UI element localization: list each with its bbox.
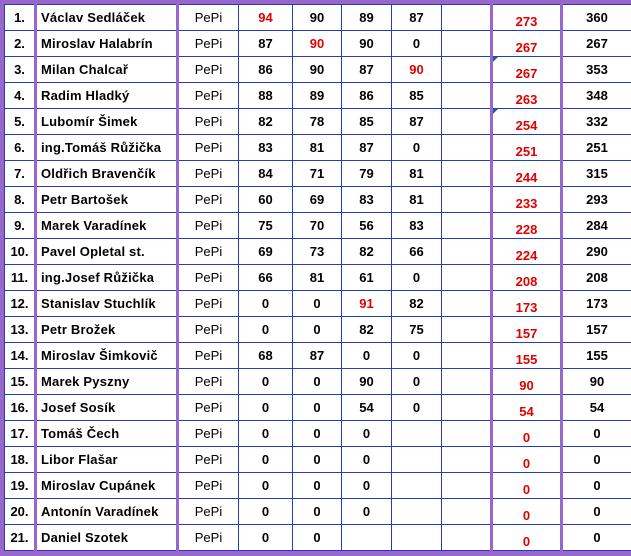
player-name: Petr Brožek — [36, 317, 178, 343]
score-round-4: 87 — [392, 109, 442, 135]
best-three-total: 90 — [492, 369, 562, 395]
player-name: Petr Bartošek — [36, 187, 178, 213]
score-round-4: 0 — [392, 135, 442, 161]
score-round-3: 85 — [342, 109, 392, 135]
rank-cell: 8. — [5, 187, 36, 213]
player-name: Daniel Szotek — [36, 525, 178, 551]
score-round-3: 0 — [342, 499, 392, 525]
empty-cell — [442, 369, 492, 395]
score-round-2: 0 — [293, 473, 342, 499]
empty-cell — [442, 187, 492, 213]
score-round-4 — [392, 421, 442, 447]
score-round-3: 0 — [342, 473, 392, 499]
score-round-4 — [392, 447, 442, 473]
table-row — [5, 265, 631, 291]
empty-cell — [442, 57, 492, 83]
overall-sum: 0 — [562, 499, 631, 525]
best-three-total: 267 — [492, 57, 562, 83]
table-row — [5, 239, 631, 265]
score-round-1: 0 — [239, 317, 293, 343]
overall-sum: 0 — [562, 473, 631, 499]
player-name: Josef Sosík — [36, 395, 178, 421]
rank-cell: 1. — [5, 5, 36, 31]
player-name: Libor Flašar — [36, 447, 178, 473]
best-three-total: 263 — [492, 83, 562, 109]
player-name: Milan Chalcař — [36, 57, 178, 83]
player-name: ing.Josef Růžička — [36, 265, 178, 291]
table-row — [5, 187, 631, 213]
score-round-4: 0 — [392, 343, 442, 369]
player-name: Pavel Opletal st. — [36, 239, 178, 265]
results-table — [4, 4, 631, 551]
rank-cell: 12. — [5, 291, 36, 317]
score-round-2: 89 — [293, 83, 342, 109]
score-round-3: 61 — [342, 265, 392, 291]
score-round-4: 0 — [392, 395, 442, 421]
score-round-3: 82 — [342, 317, 392, 343]
table-row — [5, 369, 631, 395]
table-row — [5, 499, 631, 525]
club-cell: PePi — [178, 395, 239, 421]
best-three-total: 173 — [492, 291, 562, 317]
score-round-2: 0 — [293, 525, 342, 551]
score-round-2: 90 — [293, 5, 342, 31]
club-cell: PePi — [178, 317, 239, 343]
score-round-4: 83 — [392, 213, 442, 239]
table-row — [5, 473, 631, 499]
table-row — [5, 5, 631, 31]
rank-cell: 13. — [5, 317, 36, 343]
overall-sum: 251 — [562, 135, 631, 161]
score-round-2: 81 — [293, 135, 342, 161]
empty-cell — [442, 473, 492, 499]
club-cell: PePi — [178, 343, 239, 369]
player-name: ing.Tomáš Růžička — [36, 135, 178, 161]
score-round-1: 94 — [239, 5, 293, 31]
empty-cell — [442, 343, 492, 369]
score-round-4 — [392, 525, 442, 551]
overall-sum: 360 — [562, 5, 631, 31]
club-cell: PePi — [178, 525, 239, 551]
score-round-3: 82 — [342, 239, 392, 265]
score-round-3 — [342, 525, 392, 551]
score-round-2: 69 — [293, 187, 342, 213]
club-cell: PePi — [178, 265, 239, 291]
score-round-3: 89 — [342, 5, 392, 31]
club-cell: PePi — [178, 5, 239, 31]
empty-cell — [442, 499, 492, 525]
score-round-4: 0 — [392, 31, 442, 57]
table-row — [5, 213, 631, 239]
club-cell: PePi — [178, 239, 239, 265]
rank-cell: 9. — [5, 213, 36, 239]
table-row — [5, 525, 631, 551]
table-row — [5, 83, 631, 109]
best-three-total: 267 — [492, 31, 562, 57]
score-round-3: 79 — [342, 161, 392, 187]
score-round-3: 54 — [342, 395, 392, 421]
table-row — [5, 343, 631, 369]
score-round-2: 81 — [293, 265, 342, 291]
table-row — [5, 421, 631, 447]
score-round-1: 83 — [239, 135, 293, 161]
score-round-1: 68 — [239, 343, 293, 369]
overall-sum: 157 — [562, 317, 631, 343]
table-row — [5, 57, 631, 83]
score-round-1: 0 — [239, 291, 293, 317]
score-round-3: 90 — [342, 369, 392, 395]
score-round-2: 70 — [293, 213, 342, 239]
club-cell: PePi — [178, 421, 239, 447]
club-cell: PePi — [178, 109, 239, 135]
overall-sum: 348 — [562, 83, 631, 109]
club-cell: PePi — [178, 83, 239, 109]
score-round-4: 90 — [392, 57, 442, 83]
club-cell: PePi — [178, 291, 239, 317]
best-three-total: 0 — [492, 499, 562, 525]
player-name: Václav Sedláček — [36, 5, 178, 31]
rank-cell: 2. — [5, 31, 36, 57]
score-round-1: 87 — [239, 31, 293, 57]
score-round-2: 78 — [293, 109, 342, 135]
score-round-4: 75 — [392, 317, 442, 343]
empty-cell — [442, 291, 492, 317]
score-round-1: 0 — [239, 499, 293, 525]
score-round-2: 90 — [293, 31, 342, 57]
overall-sum: 332 — [562, 109, 631, 135]
best-three-total: 233 — [492, 187, 562, 213]
score-round-1: 0 — [239, 369, 293, 395]
best-three-total: 273 — [492, 5, 562, 31]
player-name: Radim Hladký — [36, 83, 178, 109]
empty-cell — [442, 447, 492, 473]
empty-cell — [442, 525, 492, 551]
score-round-1: 0 — [239, 447, 293, 473]
empty-cell — [442, 213, 492, 239]
score-round-1: 66 — [239, 265, 293, 291]
score-round-2: 0 — [293, 369, 342, 395]
overall-sum: 0 — [562, 447, 631, 473]
score-round-3: 86 — [342, 83, 392, 109]
empty-cell — [442, 265, 492, 291]
empty-cell — [442, 317, 492, 343]
empty-cell — [442, 395, 492, 421]
score-round-3: 56 — [342, 213, 392, 239]
score-round-2: 0 — [293, 447, 342, 473]
club-cell: PePi — [178, 447, 239, 473]
overall-sum: 208 — [562, 265, 631, 291]
score-round-1: 88 — [239, 83, 293, 109]
empty-cell — [442, 5, 492, 31]
player-name: Marek Pyszny — [36, 369, 178, 395]
score-round-1: 69 — [239, 239, 293, 265]
table-row — [5, 31, 631, 57]
best-three-total: 224 — [492, 239, 562, 265]
table-row — [5, 109, 631, 135]
overall-sum: 290 — [562, 239, 631, 265]
score-round-1: 75 — [239, 213, 293, 239]
club-cell: PePi — [178, 187, 239, 213]
best-three-total: 0 — [492, 447, 562, 473]
overall-sum: 0 — [562, 421, 631, 447]
score-round-1: 0 — [239, 525, 293, 551]
best-three-total: 208 — [492, 265, 562, 291]
club-cell: PePi — [178, 369, 239, 395]
best-three-total: 254 — [492, 109, 562, 135]
player-name: Tomáš Čech — [36, 421, 178, 447]
rank-cell: 15. — [5, 369, 36, 395]
player-name: Marek Varadínek — [36, 213, 178, 239]
score-round-3: 0 — [342, 343, 392, 369]
rank-cell: 3. — [5, 57, 36, 83]
table-row — [5, 291, 631, 317]
club-cell: PePi — [178, 213, 239, 239]
score-round-3: 90 — [342, 31, 392, 57]
best-three-total: 54 — [492, 395, 562, 421]
table-row — [5, 317, 631, 343]
score-round-2: 0 — [293, 291, 342, 317]
best-three-total: 0 — [492, 421, 562, 447]
best-three-total: 251 — [492, 135, 562, 161]
table-row — [5, 135, 631, 161]
table-row — [5, 161, 631, 187]
score-round-1: 84 — [239, 161, 293, 187]
club-cell: PePi — [178, 473, 239, 499]
score-round-1: 0 — [239, 421, 293, 447]
overall-sum: 0 — [562, 525, 631, 551]
overall-sum: 293 — [562, 187, 631, 213]
overall-sum: 315 — [562, 161, 631, 187]
overall-sum: 284 — [562, 213, 631, 239]
best-three-total: 244 — [492, 161, 562, 187]
rank-cell: 17. — [5, 421, 36, 447]
table-row — [5, 447, 631, 473]
score-round-4: 81 — [392, 161, 442, 187]
score-round-4 — [392, 499, 442, 525]
empty-cell — [442, 421, 492, 447]
score-round-4: 0 — [392, 265, 442, 291]
player-name: Antonín Varadínek — [36, 499, 178, 525]
score-round-1: 86 — [239, 57, 293, 83]
score-round-4: 85 — [392, 83, 442, 109]
player-name: Miroslav Cupánek — [36, 473, 178, 499]
player-name: Oldřich Bravenčík — [36, 161, 178, 187]
best-three-total: 0 — [492, 473, 562, 499]
rank-cell: 5. — [5, 109, 36, 135]
score-round-2: 71 — [293, 161, 342, 187]
score-round-3: 91 — [342, 291, 392, 317]
score-round-2: 0 — [293, 499, 342, 525]
score-round-1: 82 — [239, 109, 293, 135]
rank-cell: 7. — [5, 161, 36, 187]
overall-sum: 54 — [562, 395, 631, 421]
score-round-2: 90 — [293, 57, 342, 83]
best-three-total: 157 — [492, 317, 562, 343]
club-cell: PePi — [178, 57, 239, 83]
rank-cell: 11. — [5, 265, 36, 291]
overall-sum: 155 — [562, 343, 631, 369]
score-round-4: 87 — [392, 5, 442, 31]
best-three-total: 228 — [492, 213, 562, 239]
overall-sum: 353 — [562, 57, 631, 83]
score-round-4 — [392, 473, 442, 499]
score-round-4: 82 — [392, 291, 442, 317]
score-round-4: 81 — [392, 187, 442, 213]
club-cell: PePi — [178, 161, 239, 187]
empty-cell — [442, 109, 492, 135]
player-name: Miroslav Šimkovič — [36, 343, 178, 369]
score-round-4: 0 — [392, 369, 442, 395]
score-round-3: 0 — [342, 447, 392, 473]
score-round-3: 87 — [342, 135, 392, 161]
rank-cell: 16. — [5, 395, 36, 421]
rank-cell: 19. — [5, 473, 36, 499]
score-round-2: 73 — [293, 239, 342, 265]
rank-cell: 14. — [5, 343, 36, 369]
rank-cell: 21. — [5, 525, 36, 551]
score-round-3: 87 — [342, 57, 392, 83]
empty-cell — [442, 31, 492, 57]
score-round-2: 0 — [293, 395, 342, 421]
overall-sum: 267 — [562, 31, 631, 57]
best-three-total: 155 — [492, 343, 562, 369]
rank-cell: 4. — [5, 83, 36, 109]
score-round-1: 0 — [239, 473, 293, 499]
club-cell: PePi — [178, 31, 239, 57]
club-cell: PePi — [178, 135, 239, 161]
overall-sum: 173 — [562, 291, 631, 317]
player-name: Miroslav Halabrín — [36, 31, 178, 57]
overall-sum: 90 — [562, 369, 631, 395]
rank-cell: 6. — [5, 135, 36, 161]
score-round-2: 0 — [293, 421, 342, 447]
score-round-4: 66 — [392, 239, 442, 265]
rank-cell: 18. — [5, 447, 36, 473]
score-round-2: 0 — [293, 317, 342, 343]
score-round-3: 83 — [342, 187, 392, 213]
club-cell: PePi — [178, 499, 239, 525]
empty-cell — [442, 83, 492, 109]
player-name: Stanislav Stuchlík — [36, 291, 178, 317]
score-round-3: 0 — [342, 421, 392, 447]
table-row — [5, 395, 631, 421]
score-round-1: 0 — [239, 395, 293, 421]
score-round-1: 60 — [239, 187, 293, 213]
rank-cell: 20. — [5, 499, 36, 525]
empty-cell — [442, 239, 492, 265]
best-three-total: 0 — [492, 525, 562, 551]
empty-cell — [442, 135, 492, 161]
rank-cell: 10. — [5, 239, 36, 265]
player-name: Lubomír Šimek — [36, 109, 178, 135]
empty-cell — [442, 161, 492, 187]
score-round-2: 87 — [293, 343, 342, 369]
